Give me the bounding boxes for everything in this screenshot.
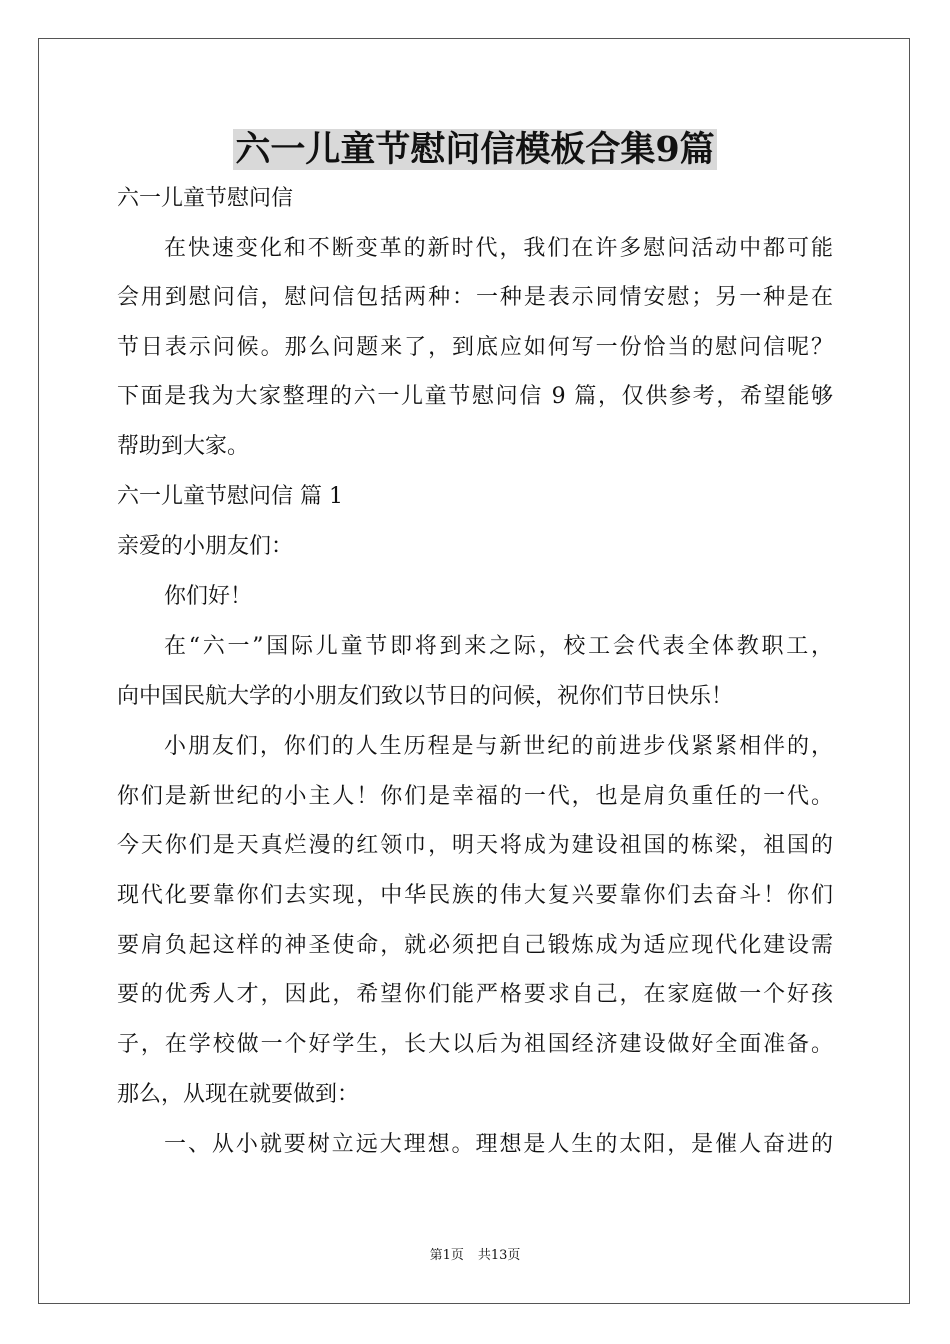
paragraph-line: 那么，从现在就要做到：	[117, 1082, 360, 1107]
paragraph-line: 小朋友们，你们的人生历程是与新世纪的前进步伐紧紧相伴的，	[164, 734, 833, 759]
page-total: 共13页	[477, 1248, 521, 1263]
paragraph-line: 向中国民航大学的小朋友们致以节日的问候，祝你们节日快乐！	[117, 684, 734, 709]
paragraph-line: 现代化要靠你们去实现，中华民族的伟大复兴要靠你们去奋斗！你们	[117, 883, 833, 908]
paragraph-line: 你们是新世纪的小主人！你们是幸福的一代，也是肩负重任的一代。	[117, 784, 833, 809]
page-border	[38, 38, 910, 1304]
page-footer	[0, 1247, 950, 1265]
paragraph-line: 一、从小就要树立远大理想。理想是人生的太阳，是催人奋进的	[164, 1132, 833, 1157]
section-heading: 六一儿童节慰问信 篇 1	[117, 484, 343, 509]
salutation: 亲爱的小朋友们：	[117, 534, 294, 559]
paragraph-line: 在快速变化和不断变革的新时代，我们在许多慰问活动中都可能	[164, 236, 833, 261]
paragraph-line: 节日表示问候。那么问题来了，到底应如何写一份恰当的慰问信呢？	[117, 335, 833, 360]
paragraph-line: 今天你们是天真烂漫的红领巾，明天将成为建设祖国的栋梁，祖国的	[117, 833, 833, 858]
greeting: 你们好！	[164, 584, 253, 609]
paragraph-line: 要肩负起这样的神圣使命，就必须把自己锻炼成为适应现代化建设需	[117, 933, 833, 958]
section-heading: 六一儿童节慰问信	[117, 186, 294, 211]
paragraph-line: 帮助到大家。	[117, 434, 250, 459]
paragraph-line: 下面是我为大家整理的六一儿童节慰问信 9 篇，仅供参考，希望能够	[117, 384, 833, 409]
paragraph-line: 在“六一”国际儿童节即将到来之际，校工会代表全体教职工，	[164, 634, 833, 659]
document-title: 六一儿童节慰问信模板合集9篇	[235, 129, 715, 170]
page-number: 第1页	[429, 1248, 464, 1263]
paragraph-line: 要的优秀人才，因此，希望你们能严格要求自己，在家庭做一个好孩	[117, 982, 833, 1007]
paragraph-line: 会用到慰问信，慰问信包括两种：一种是表示同情安慰；另一种是在	[117, 285, 833, 310]
paragraph-line: 子，在学校做一个好学生，长大以后为祖国经济建设做好全面准备。	[117, 1032, 833, 1057]
